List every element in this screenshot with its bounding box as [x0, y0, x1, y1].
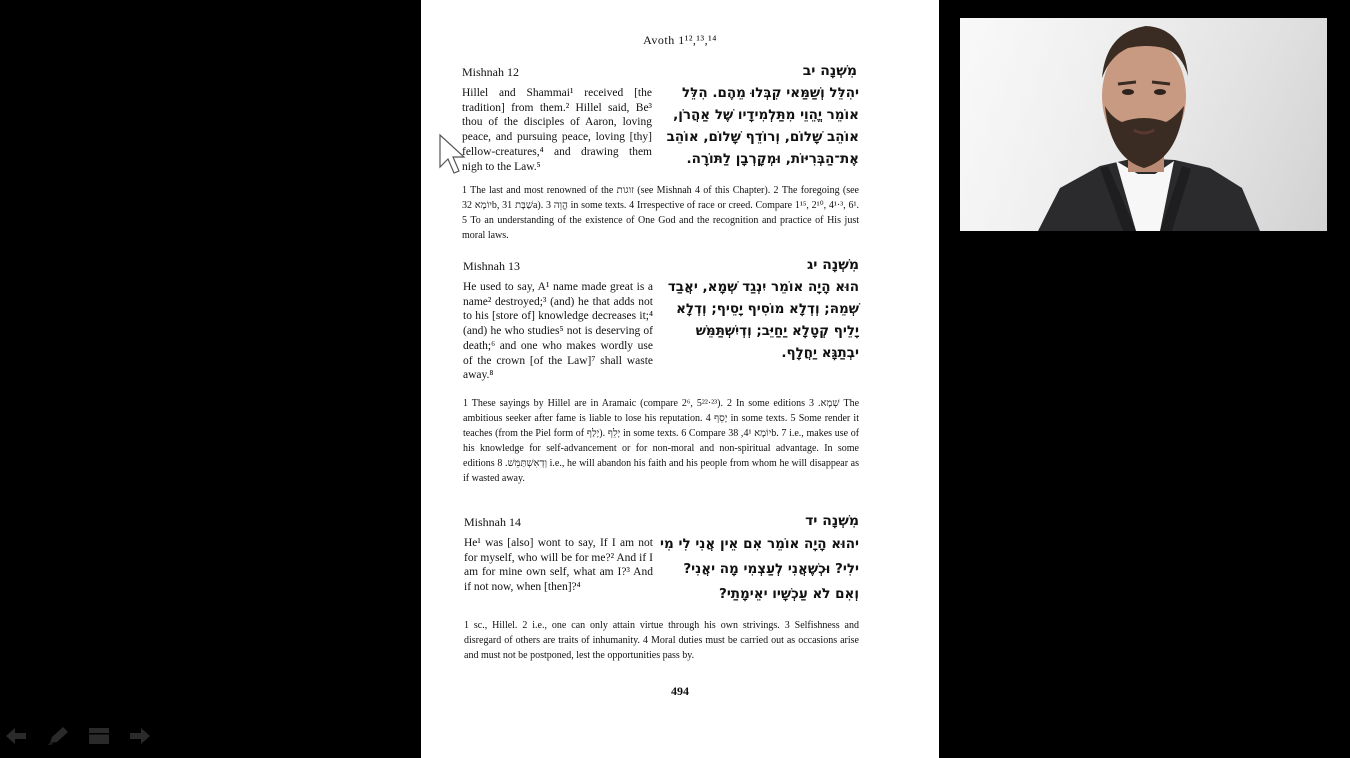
mishnah-12-label: Mishnah 12: [462, 65, 519, 79]
slide-menu-button[interactable]: [87, 725, 111, 747]
presenter-eye-left: [1122, 89, 1134, 95]
mishnah-14-english: He¹ was [also] wont to say, If I am not for myself, who will be for me?² And if I am for mine own self, what am I?³ And if not now, when [then]?⁴: [464, 537, 653, 594]
mishnah-14-hebrew: [659, 532, 859, 607]
hebrew-line: אוֹמֵר יֱהֵוֵי מִתַּלְמִידָיו שֶׁל אַהֲרֹן,: [673, 107, 859, 123]
hebrew-line: יָלֵיף קְטָלָא יַחַיֵּב; וְדְיִשְׁתַּמֵּשׁ: [695, 323, 859, 339]
mouse-pointer-icon: [438, 133, 466, 177]
presenter-eye-right: [1154, 89, 1166, 95]
hebrew-line: אֶת־הַבְּרִיּוֹת, וּמְקָרְבָן לַתּוֹרָה.: [686, 151, 859, 167]
mishnah-14-label: Mishnah 14: [464, 515, 521, 529]
webcam-presenter-icon: [960, 18, 1327, 231]
hebrew-line: יבְתַגָּא יַחֲלָף.: [781, 345, 859, 361]
pen-icon: [47, 726, 69, 746]
mishnah-12-english: Hillel and Shammai¹ received [the tradition] from them.² Hillel said, Be³ thou of the disciples of Aaron, loving peace, and pursuing peace, loving [thy] fellow-creatures,⁴ and drawing them nigh to the Law.⁵: [462, 87, 652, 173]
pen-tool-button[interactable]: [46, 725, 70, 747]
next-slide-button[interactable]: [128, 725, 152, 747]
running-head: Avoth 1¹²,¹³,¹⁴: [643, 33, 717, 47]
hebrew-line: ילִי? וּכְשֶׁאֲנִי לְעַצְמִי מָה יאֲנִי?: [683, 561, 859, 577]
mishnah-13-hebrew: [663, 276, 859, 364]
slide-menu-icon: [88, 727, 110, 745]
hebrew-line: יהוּא הָיָה אוֹמֵר אִם אֵין אֲנִי לִי מִי: [660, 536, 859, 552]
hebrew-line: יהִלֵּל וְשַׁמַּאי קִבְּלוּ מֵהֶם. הִלֵּל: [682, 85, 859, 101]
slide-page: [421, 0, 939, 758]
mishnah-13-footnotes: 1 These sayings by Hillel are in Aramaic (compare 2⁶, 5²²·²³). 2 In some editions שְׁמָא. 3 The ambitious seeker after fame is liable to lose his reputation. 4 יָסֵף in some texts. 5 Some render it teaches (from the Piel form of יָלַף). יָלֵף in some texts. 6 Compare יוֹמָא 4¹, 38b. 7 i.e., makes use of his knowledge for self-advancement or for non-moral and non-spiritual advantage. In some editions וְדְאִשְׁתַּמֵּשׁ. 8 i.e., he will abandon his faith and his people from whom he will disappear as if wasted away.: [463, 398, 860, 484]
mishnah-12-hebrew-label: מִשְׁנָה יב: [802, 63, 857, 79]
hebrew-line: וְאִם לֹא עַכְשָׁיו יאֵימָתַי?: [719, 586, 859, 602]
page-number: 494: [671, 684, 689, 698]
mishnah-12-footnotes: 1 The last and most renowned of the זוגות (see Mishnah 4 of this Chapter). 2 The foregoing (see יוֹמָא 32b, שַׁבָּת 31a). 3 הֱוֵה in some texts. 4 Irrespective of race or creed. Compare 1¹⁵, 2¹⁰, 4¹·³, 6¹. 5 To an understanding of the existence of One God and the recognition and practice of His just moral laws.: [462, 185, 860, 241]
hebrew-line: הוּא הָיָה אוֹמֵר יִנְגַד שְׁמָא, יאֲבַד: [667, 279, 859, 295]
mishnah-13-label: Mishnah 13: [463, 259, 520, 273]
arrow-left-icon: [5, 727, 27, 745]
hebrew-line: אוֹהֵב שָׁלוֹם, וְרוֹדֵף שָׁלוֹם, אוֹהֵב: [666, 129, 859, 145]
previous-slide-button[interactable]: [4, 725, 28, 747]
arrow-right-icon: [129, 727, 151, 745]
mishnah-12-hebrew: [663, 82, 859, 170]
webcam-video: [960, 18, 1327, 231]
mishnah-13-english: He used to say, A¹ name made great is a name² destroyed;³ (and) he that adds not to his [store of] knowledge decreases it;⁴ (and) he who studies⁵ not is deserving of death;⁶ and one who makes wordly use of the crown [of the Law]⁷ shall waste away.⁸: [463, 281, 653, 382]
mishnah-14-hebrew-label: מִשְׁנָה יד: [805, 513, 859, 529]
hebrew-line: שְׁמֵהּ; וְדְלָא מוֹסִיף יָסֵיף; וְדְלָא: [676, 301, 859, 317]
mishnah-14-footnotes: 1 sc., Hillel. 2 i.e., one can only attain virtue through his own strivings. 3 Selfishness and disregard of others are traits of inhumanity. 4 Moral duties must be carried out as occasions arise and must not be postponed, lest the opportunities pass by.: [464, 620, 859, 661]
mishnah-13-hebrew-label: מִשְׁנָה יג: [807, 257, 859, 273]
